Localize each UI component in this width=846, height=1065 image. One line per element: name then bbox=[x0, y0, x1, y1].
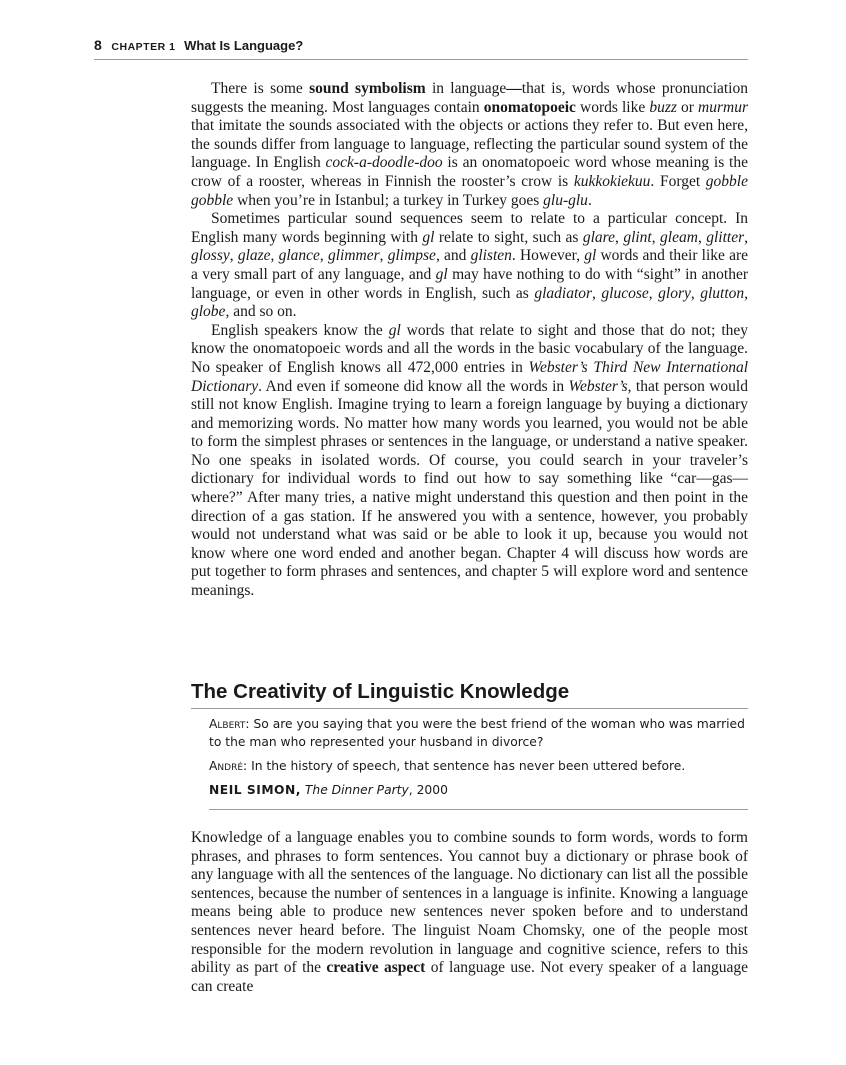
text-run: or bbox=[676, 98, 699, 116]
body-text-bottom bbox=[191, 829, 748, 996]
italic-term: gladiator bbox=[534, 284, 593, 302]
italic-term: glu-glu bbox=[543, 191, 588, 209]
paragraph-sound-symbolism bbox=[191, 80, 748, 210]
section-heading: The Creativity of Linguistic Knowledge bbox=[191, 680, 748, 709]
text-run: , bbox=[648, 284, 659, 302]
italic-term: gleam bbox=[660, 228, 698, 246]
text-run: , bbox=[697, 228, 707, 246]
text-run: that imitate the sounds associated with the objects or actions they refer to. But even here, the sounds differ from language to language, reflecting the particular sound system of the language. In English bbox=[191, 117, 748, 172]
text-run: when you’re in Istanbul; a turkey in Turkey goes bbox=[233, 191, 544, 209]
text-run: , bbox=[690, 284, 701, 302]
text-run: , and bbox=[435, 247, 471, 265]
italic-term: glisten bbox=[470, 247, 512, 265]
italic-term: glance bbox=[278, 247, 320, 265]
italic-term: murmur bbox=[698, 98, 748, 116]
text-run: , that person would still not know English. Imagine trying to learn a foreign language by buying a dictionary and memorizing words. No matter how many words you learned, you would not be able to form the simplest phrases or sentences in the language, or understand a native speaker. No one speaks in isolated words. Of course, you could search in your traveler’s dictionary for individual words to find out how to say something like “car—gas—where?” After many tries, a native might understand this question and then point in the direction of a gas station. If he answered you with a sentence, however, you probably would not understand what was said or be able to look it up, because you would not know where one word ended and another began. Chapter 4 will discuss how words are put together to form phrases and sentences, and chapter 5 will explore word and sentence meanings. bbox=[191, 377, 748, 600]
text-run: . And even if someone did know all the words in bbox=[258, 377, 569, 395]
text-run: There is some bbox=[211, 80, 310, 97]
text-run: , bbox=[379, 247, 388, 265]
epigraph-line-albert: Albert: So are you saying that you were the best friend of the woman who was married to the man who represented your husband in divorce? bbox=[209, 717, 745, 749]
text-run: of language use. Not every speaker of a language can create bbox=[191, 959, 748, 995]
epigraph-author: NEIL SIMON, bbox=[209, 783, 301, 797]
text-run: . However, bbox=[511, 247, 585, 265]
text-run: . bbox=[587, 191, 592, 209]
italic-term: kukkokiekuu bbox=[573, 172, 651, 190]
text-run: , bbox=[744, 284, 749, 302]
italic-term: globe bbox=[191, 303, 226, 321]
epigraph-year: , 2000 bbox=[408, 783, 448, 797]
text-run: . Forget bbox=[650, 172, 706, 190]
italic-term: glossy bbox=[191, 247, 230, 265]
epigraph-text-albert: So are you saying that you were the best friend of the woman who was married to the man who represented your husband in divorce? bbox=[209, 717, 745, 749]
epigraph-work: The Dinner Party bbox=[304, 783, 409, 797]
italic-term: glimmer bbox=[327, 247, 380, 265]
italic-term: gobble gobble bbox=[191, 172, 748, 209]
text-run: that is, words whose pronunciation suggests the meaning. Most languages contain bbox=[191, 80, 748, 116]
italic-term: Webster’s bbox=[568, 377, 628, 395]
italic-term: glimpse bbox=[387, 247, 436, 265]
text-run: Sometimes particular sound sequences seem to relate to a particular concept. In English many words beginning with bbox=[191, 210, 748, 246]
bold-term: — bbox=[506, 80, 522, 97]
text-run: is an onomatopoeic word whose meaning is the crow of a rooster, whereas in Finnish the rooster’s crow is bbox=[191, 154, 748, 190]
italic-term: gl bbox=[435, 265, 448, 283]
body-text-top bbox=[191, 80, 748, 601]
paragraph-english-speakers bbox=[191, 322, 748, 601]
text-run: words like bbox=[575, 98, 650, 116]
italic-term: glint bbox=[623, 228, 652, 246]
text-run: relate to sight, such as bbox=[434, 228, 583, 246]
text-run: in language bbox=[425, 80, 507, 97]
text-run: words and their like are a very small part of any language, and bbox=[191, 247, 749, 283]
epigraph bbox=[209, 715, 748, 810]
text-run: Knowledge of a language enables you to combine sounds to form words, words to form phrases, and phrases to form sentences. You cannot buy a dictionary or phrase book of any language with all the sentences of the language. No dictionary can list all the possible sentences, because the number of sentences in a language is infinite. Knowing a language means being able to produce new sentences never spoken before and to understand sentences never heard before. The linguist Noam Chomsky, one of the people most responsible for the modern revolution in language and cognitive science, refers to this ability as part of the bbox=[191, 829, 748, 977]
italic-term: cock-a-doodle-doo bbox=[325, 154, 443, 172]
epigraph-attribution bbox=[209, 781, 748, 799]
italic-term: glare bbox=[582, 228, 615, 246]
text-run: , bbox=[744, 228, 749, 246]
speaker-andre: André bbox=[209, 759, 244, 773]
epigraph-text-andre: In the history of speech, that sentence has never been uttered before. bbox=[251, 759, 686, 773]
italic-term: glory bbox=[658, 284, 691, 302]
text-run: may have nothing to do with “sight” in another language, or even in other words in English, such as bbox=[191, 265, 749, 302]
text-run: , and so on. bbox=[225, 303, 297, 321]
italic-term: glaze bbox=[237, 247, 271, 265]
page-number: 8 bbox=[94, 37, 102, 53]
text-run: , bbox=[270, 247, 279, 265]
chapter-title: What Is Language? bbox=[184, 38, 304, 53]
running-head bbox=[94, 37, 748, 60]
bold-term: sound symbolism bbox=[309, 80, 426, 97]
italic-term: gl bbox=[584, 247, 597, 265]
italic-term: glutton bbox=[700, 284, 745, 302]
italic-term: Webster’s Third New International Dictionary bbox=[191, 358, 748, 395]
italic-term: gl bbox=[422, 228, 435, 246]
text-run: , bbox=[651, 228, 661, 246]
text-run: , bbox=[615, 228, 624, 246]
italic-term: gl bbox=[388, 321, 401, 339]
speaker-albert: Albert bbox=[209, 717, 246, 731]
italic-term: glucose bbox=[601, 284, 649, 302]
text-run: English speakers know the bbox=[211, 321, 389, 339]
text-run: words that relate to sight and those that do not; they know the onomatopoeic words and all the words in the basic vocabulary of the language. No speaker of English knows all 472,000 entries in bbox=[191, 321, 749, 376]
italic-term: glitter bbox=[706, 228, 745, 246]
text-run: , bbox=[229, 247, 238, 265]
paragraph-creativity bbox=[191, 829, 748, 996]
epigraph-line-andre: André: In the history of speech, that sentence has never been uttered before. bbox=[209, 759, 686, 773]
text-run: , bbox=[319, 247, 328, 265]
bold-term: onomatopoeic bbox=[483, 98, 576, 116]
paragraph-gl-words bbox=[191, 210, 748, 322]
italic-term: buzz bbox=[649, 98, 677, 116]
bold-term: creative aspect bbox=[326, 959, 426, 977]
text-run: , bbox=[592, 284, 602, 302]
chapter-label: CHAPTER 1 bbox=[111, 41, 176, 53]
